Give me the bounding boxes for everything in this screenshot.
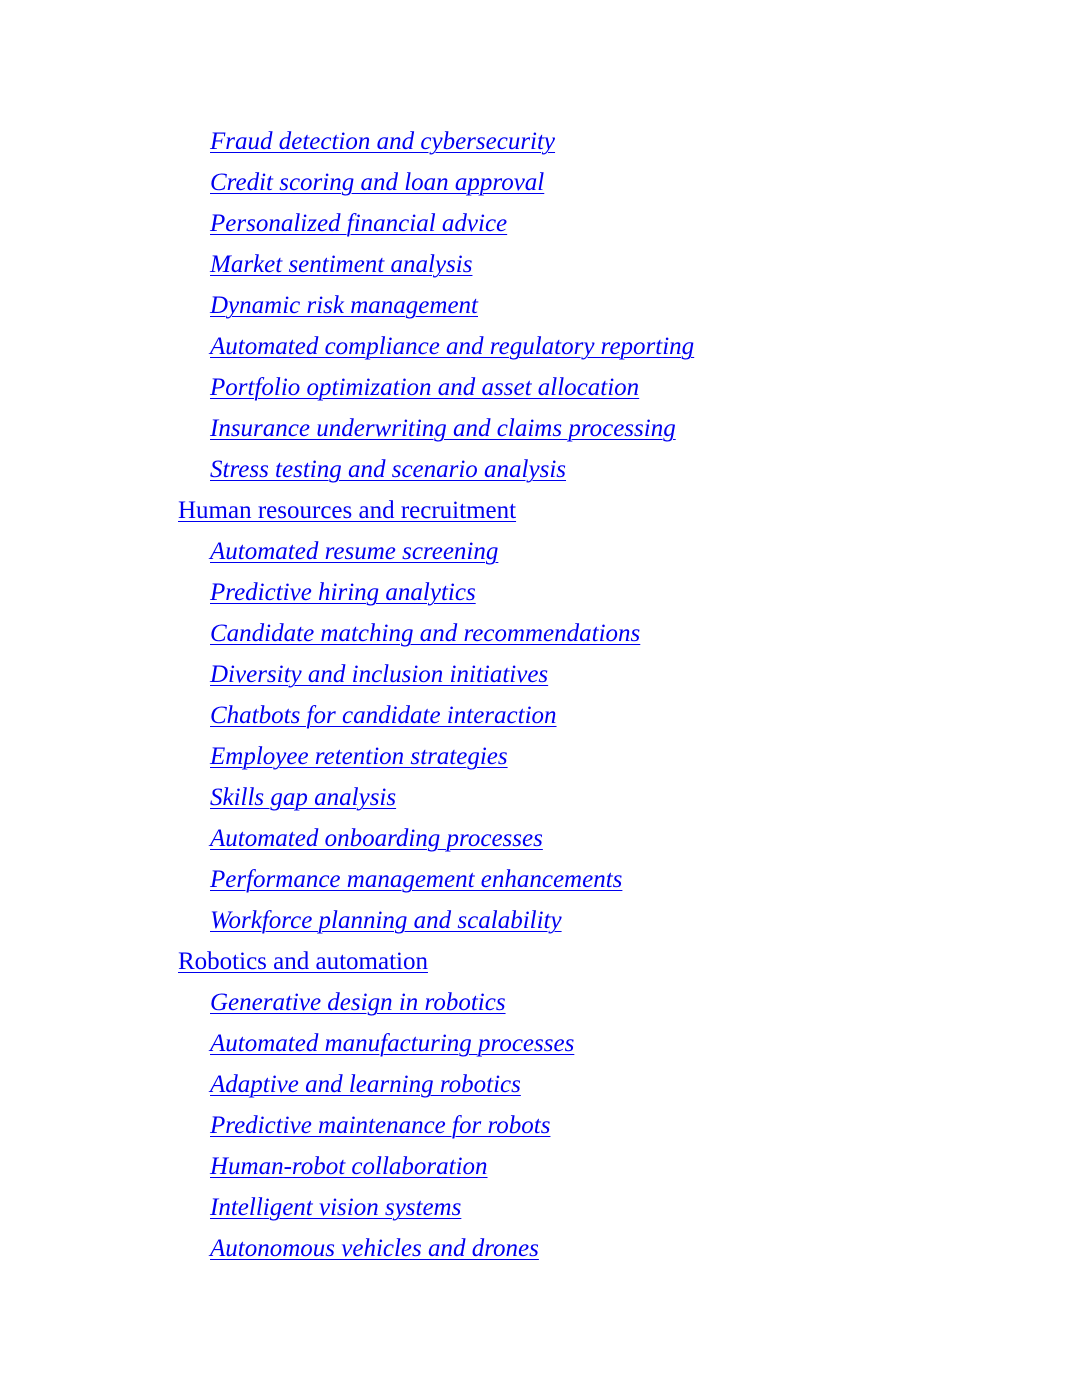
toc-entry: [0, 244, 1080, 285]
toc-entry: [0, 449, 1080, 490]
toc-entry: [0, 777, 1080, 818]
toc-entry: [0, 572, 1080, 613]
toc-section-entry: [0, 490, 1080, 531]
toc-link[interactable]: Chatbots for candidate interaction: [210, 702, 557, 729]
toc-entry: [0, 818, 1080, 859]
toc-link[interactable]: Credit scoring and loan approval: [210, 169, 545, 196]
toc-link[interactable]: Personalized financial advice: [210, 210, 508, 237]
toc-entry: [0, 695, 1080, 736]
toc-entry: [0, 203, 1080, 244]
toc-link[interactable]: Intelligent vision systems: [210, 1194, 462, 1221]
toc-entry: [0, 1187, 1080, 1228]
toc-link[interactable]: Predictive maintenance for robots: [210, 1112, 551, 1139]
toc-link[interactable]: Fraud detection and cybersecurity: [210, 128, 556, 155]
toc-link[interactable]: Diversity and inclusion initiatives: [210, 661, 549, 688]
toc-link[interactable]: Adaptive and learning robotics: [210, 1071, 521, 1098]
toc-link[interactable]: Market sentiment analysis: [210, 251, 473, 278]
toc-link[interactable]: Automated onboarding processes: [210, 825, 543, 852]
toc-entry: [0, 1105, 1080, 1146]
toc-link[interactable]: Automated manufacturing processes: [210, 1030, 575, 1057]
toc-link[interactable]: Stress testing and scenario analysis: [210, 456, 567, 483]
toc-section-link[interactable]: Robotics and automation: [178, 948, 428, 975]
toc-entry: [0, 1023, 1080, 1064]
toc-entry: [0, 654, 1080, 695]
toc-entry: [0, 1228, 1080, 1269]
toc-link[interactable]: Predictive hiring analytics: [210, 579, 476, 606]
toc-entry: [0, 1146, 1080, 1187]
toc-entry: [0, 531, 1080, 572]
toc-section-entry: [0, 941, 1080, 982]
toc-entry: [0, 162, 1080, 203]
toc-entry: [0, 982, 1080, 1023]
toc-link[interactable]: Dynamic risk management: [210, 292, 478, 319]
toc-link[interactable]: Performance management enhancements: [210, 866, 623, 893]
toc-link[interactable]: Candidate matching and recommendations: [210, 620, 641, 647]
toc-link[interactable]: Human-robot collaboration: [210, 1153, 488, 1180]
toc-link[interactable]: Employee retention strategies: [210, 743, 508, 770]
toc-link[interactable]: Autonomous vehicles and drones: [210, 1235, 539, 1262]
toc-entry: [0, 900, 1080, 941]
toc-link[interactable]: Generative design in robotics: [210, 989, 506, 1016]
toc-link[interactable]: Automated compliance and regulatory reporting: [210, 333, 695, 360]
toc-entry: [0, 736, 1080, 777]
toc-entry: [0, 367, 1080, 408]
toc-entry: [0, 326, 1080, 367]
toc-entry: [0, 121, 1080, 162]
toc-entry: [0, 408, 1080, 449]
toc-link[interactable]: Insurance underwriting and claims processing: [210, 415, 676, 442]
table-of-contents: [0, 121, 1080, 1269]
toc-link[interactable]: Portfolio optimization and asset allocation: [210, 374, 640, 401]
toc-section-link[interactable]: Human resources and recruitment: [178, 497, 517, 524]
toc-entry: [0, 859, 1080, 900]
toc-link[interactable]: Skills gap analysis: [210, 784, 397, 811]
toc-link[interactable]: Workforce planning and scalability: [210, 907, 562, 934]
toc-link[interactable]: Automated resume screening: [210, 538, 499, 565]
toc-entry: [0, 1064, 1080, 1105]
toc-entry: [0, 285, 1080, 326]
toc-entry: [0, 613, 1080, 654]
